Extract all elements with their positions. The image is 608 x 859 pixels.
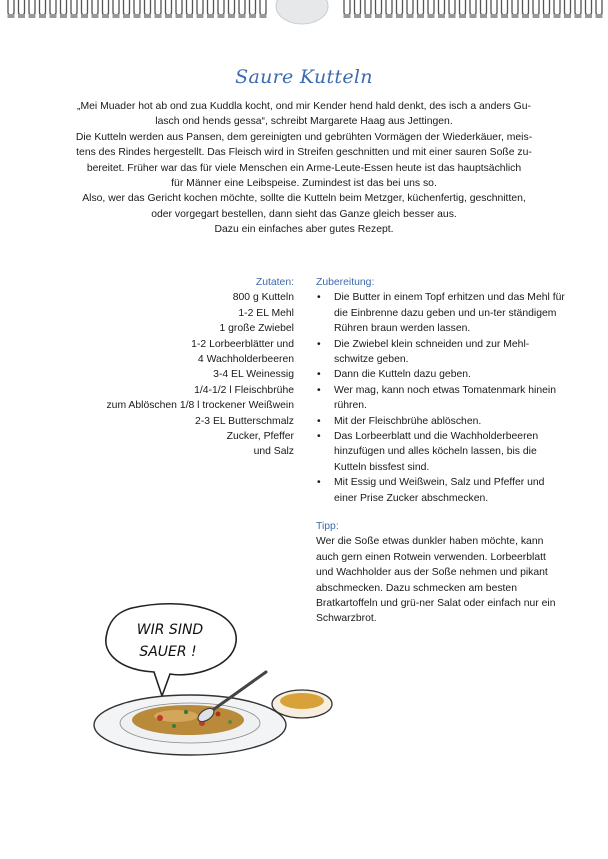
binding-ring (386, 0, 393, 18)
ingredient-item: 1 große Zwiebel (219, 323, 294, 335)
intro-line: oder vorgegart bestellen, dann sieht das Ganze gleich besser aus. (151, 208, 457, 220)
binding-ring (260, 0, 267, 18)
preparation-step: • Das Lorbeerblatt und die Wachholderbeeren hinzufügen und alles köcheln lassen, bis die Kutteln bissfest sind. (316, 429, 566, 475)
binding-ring (554, 0, 561, 18)
preparation-list (316, 290, 566, 506)
binding-ring (417, 0, 424, 18)
ingredient-item: 1-2 EL Mehl (238, 307, 294, 319)
side-bowl-food (280, 693, 324, 709)
binding-ring (480, 0, 487, 18)
speech-text-line1: WIR SIND (136, 622, 204, 638)
binding-ring (239, 0, 246, 18)
ingredient-item: 1/4-1/2 l Fleischbrühe (194, 384, 294, 396)
binding-ring (186, 0, 193, 18)
binding-ring (396, 0, 403, 18)
binding-ring (228, 0, 235, 18)
binding-ring (207, 0, 214, 18)
preparation-heading: Zubereitung: (316, 277, 375, 288)
binding-ring (585, 0, 592, 18)
preparation-step: • Dann die Kutteln dazu geben. (316, 367, 566, 382)
ingredients-section (40, 275, 294, 460)
binding-ring (71, 0, 78, 18)
intro-line: Dazu ein einfaches aber gutes Rezept. (214, 224, 394, 236)
tip-heading: Tipp: (316, 521, 339, 532)
ingredient-item: Zucker, Pfeffer (226, 431, 294, 443)
binding-ring (134, 0, 141, 18)
binding-ring (596, 0, 603, 18)
binding-ring (407, 0, 414, 18)
binding-ring (92, 0, 99, 18)
speech-text-line2: SAUER ! (139, 644, 197, 660)
intro-line: tens des Rindes hergestellt. Das Fleisch wird in Streifen geschnitten und mit einer sauren Soße zu- (76, 147, 532, 159)
preparation-step: • Mit Essig und Weißwein, Salz und Pfeffer und einer Prise Zucker abschmecken. (316, 475, 566, 506)
binding-ring (522, 0, 529, 18)
binding-ring (8, 0, 15, 18)
binding-ring (165, 0, 172, 18)
tomato-piece (157, 715, 163, 721)
ingredient-item: 2-3 EL Butterschmalz (195, 415, 294, 427)
ingredients-heading: Zutaten: (255, 277, 294, 288)
preparation-step: • Die Butter in einem Topf erhitzen und das Mehl für die Einbrenne dazu geben und un-ter ständigem Rühren braun werden lassen. (316, 290, 566, 336)
binding-ring (123, 0, 130, 18)
tip-text: Wer die Soße etwas dunkler haben möchte, kann auch gern einen Rotwein verwenden. Lorbeerblatt und Wachholder aus der Soße nehmen und pikant abschmecken. Dazu schmecken am besten Bratkartoffeln und grü-ner Salat oder einfach nur ein Schwarzbrot. (316, 536, 556, 625)
binding-ring (365, 0, 372, 18)
binding-ring (50, 0, 57, 18)
preparation-step: • Die Zwiebel klein schneiden und zur Mehl-schwitze geben. (316, 337, 566, 368)
intro-line: lasch ond hends gessa“, schreibt Margarete Haag aus Jettingen. (155, 116, 453, 128)
tip-section (316, 519, 564, 627)
intro-line: Die Kutteln werden aus Pansen, dem gereinigten und gebrühten Vormägen der Wiederkäuer, meis- (75, 131, 533, 143)
tripe-dish-illustration (90, 600, 350, 760)
binding-ring (176, 0, 183, 18)
preparation-section (316, 275, 566, 506)
binding-ring (29, 0, 36, 18)
binding-ring (144, 0, 151, 18)
ingredient-item: 1-2 Lorbeerblätter und (191, 338, 294, 350)
intro-line: bereitet. Früher war das für viele Menschen ein Arme-Leute-Essen heute ist das hauptsächlich (86, 162, 522, 174)
intro-line: für Männer eine Leibspeise. Zumindest ist das bei uns so. (171, 178, 437, 190)
herb-piece (184, 710, 188, 714)
binding-ring (218, 0, 225, 18)
binding-ring (249, 0, 256, 18)
recipe-title: Saure Kutteln (235, 66, 373, 88)
herb-piece (172, 724, 176, 728)
ingredient-item: und Salz (253, 446, 294, 458)
tomato-piece (216, 712, 221, 717)
binding-ring (354, 0, 361, 18)
binding-ring (449, 0, 456, 18)
herb-piece (228, 720, 232, 724)
binding-ring (113, 0, 120, 18)
binding-ring (533, 0, 540, 18)
binding-ring (81, 0, 88, 18)
binding-ring (375, 0, 382, 18)
binding-ring (428, 0, 435, 18)
binding-ring (470, 0, 477, 18)
binding-ring (155, 0, 162, 18)
spiral-binding (0, 0, 608, 26)
binding-ring (575, 0, 582, 18)
intro-text (46, 99, 562, 238)
binding-ring (459, 0, 466, 18)
binding-ring (102, 0, 109, 18)
binding-ring (18, 0, 25, 18)
intro-line: Also, wer das Gericht kochen möchte, sollte die Kutteln beim Metzger, küchenfertig, geschnitten, (82, 193, 526, 205)
binding-ring (501, 0, 508, 18)
ingredient-item: zum Ablöschen 1/8 l trockener Weißwein (106, 400, 294, 412)
binding-ring (344, 0, 351, 18)
binding-ring (543, 0, 550, 18)
binding-ring (564, 0, 571, 18)
preparation-step: • Mit der Fleischbrühe ablöschen. (316, 414, 566, 429)
intro-line: „Mei Muader hot ab ond zua Kuddla kocht, ond mir Kender hend hald denkt, des isch a anders Gu- (77, 101, 531, 112)
binding-ring (197, 0, 204, 18)
binding-ring (39, 0, 46, 18)
binding-ring (491, 0, 498, 18)
hanger-hole (276, 0, 328, 24)
ingredient-item: 4 Wachholderbeeren (197, 354, 294, 366)
ingredient-item: 3-4 EL Weinessig (213, 369, 294, 381)
preparation-step: • Wer mag, kann noch etwas Tomatenmark hinein rühren. (316, 383, 566, 414)
binding-ring (512, 0, 519, 18)
binding-ring (60, 0, 67, 18)
binding-ring (438, 0, 445, 18)
ingredient-item: 800 g Kutteln (232, 292, 294, 304)
